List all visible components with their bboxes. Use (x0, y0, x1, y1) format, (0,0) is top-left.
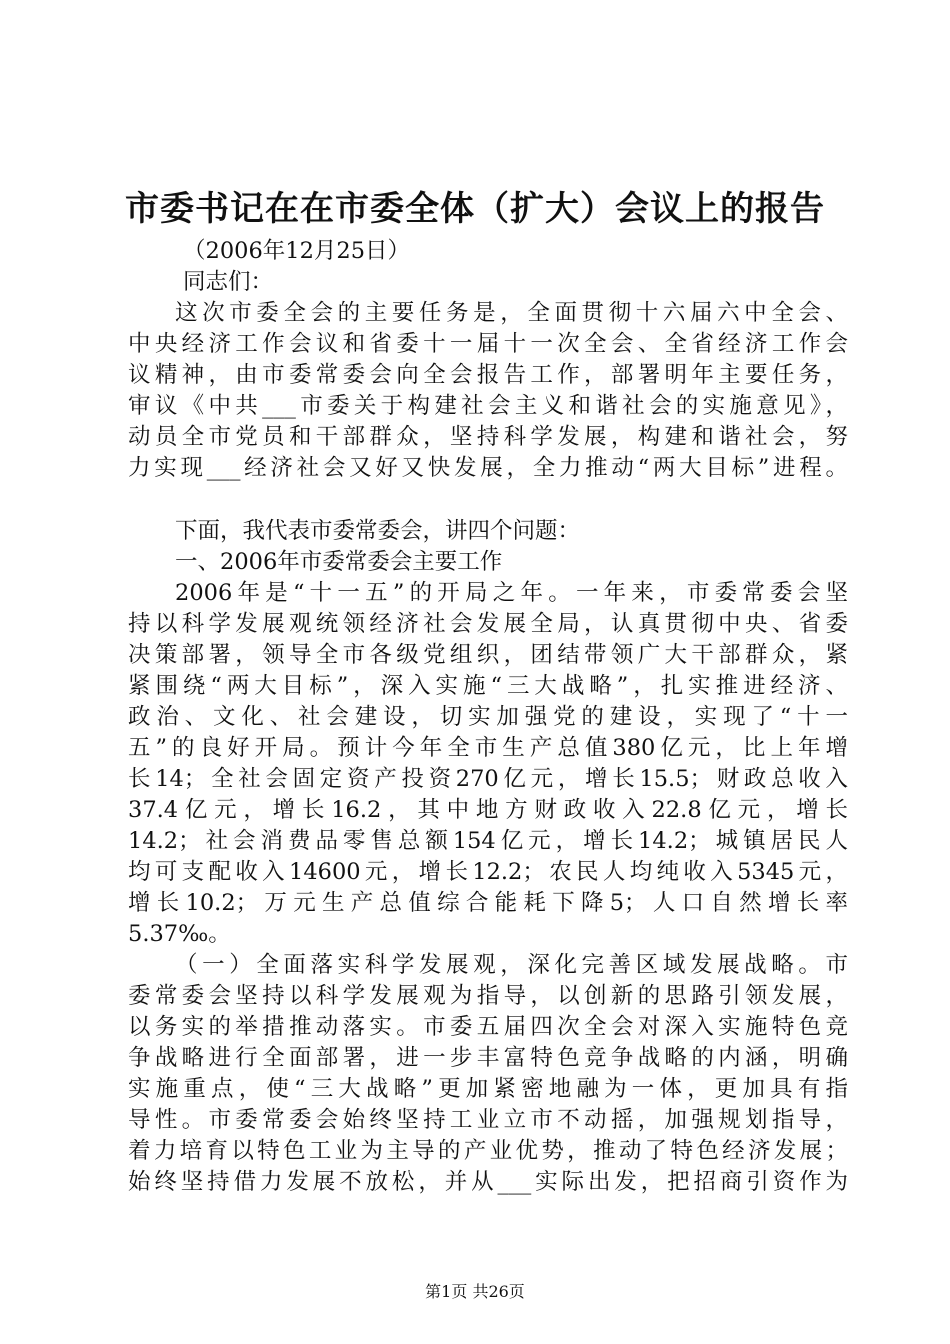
paragraph-2-line: 五”的良好开局。预计今年全市生产总值380亿元，比上年增 (128, 735, 848, 761)
document-body (128, 236, 848, 1198)
paragraph-3-line: 以务实的举措推动落实。市委五届四次全会对深入实施特色竞 (128, 1014, 848, 1040)
document-title: 市委书记在在市委全体（扩大）会议上的报告 (125, 189, 825, 229)
paragraph-2-line: 增长10.2；万元生产总值综合能耗下降5；人口自然增长率 (128, 890, 848, 916)
paragraph-3-line: 导性。市委常委会始终坚持工业立市不动摇，加强规划指导， (128, 1107, 848, 1133)
paragraph-2-line: 政治、文化、社会建设，切实加强党的建设，实现了“十一 (128, 704, 848, 730)
paragraph-3-line: 争战略进行全面部署，进一步丰富特色竞争战略的内涵，明确 (128, 1045, 848, 1071)
paragraph-2-line: 紧围绕“两大目标”，深入实施“三大战略”，扎实推进经济、 (128, 673, 848, 699)
paragraph-2-line: 5.37‰。 (128, 921, 231, 947)
paragraph-1-line: 这次市委全会的主要任务是，全面贯彻十六届六中全会、 (175, 300, 848, 326)
paragraph-1-line: 议精神，由市委常委会向全会报告工作，部署明年主要任务， (128, 362, 848, 388)
paragraph-2-line: 持以科学发展观统领经济社会发展全局，认真贯彻中央、省委 (128, 611, 848, 637)
intro-line: 下面，我代表市委常委会，讲四个问题： (175, 518, 581, 544)
paragraph-2-line: 长14；全社会固定资产投资270亿元，增长15.5；财政总收入 (128, 766, 848, 792)
paragraph-1-line: 动员全市党员和干部群众，坚持科学发展，构建和谐社会，努 (128, 424, 848, 450)
paragraph-3-line: （一）全面落实科学发展观，深化完善区域发展战略。市 (175, 952, 848, 978)
paragraph-3-line: 委常委会坚持以科学发展观为指导，以创新的思路引领发展， (128, 983, 848, 1009)
paragraph-1-line: 中央经济工作会议和省委十一届十一次全会、全省经济工作会 (128, 331, 848, 357)
paragraph-1-line: 力实现___经济社会又好又快发展，全力推动“两大目标”进程。 (128, 455, 848, 481)
paragraph-2-line: 均可支配收入14600元，增长12.2；农民人均纯收入5345元， (128, 859, 848, 885)
section-heading: 一、2006年市委常委会主要工作 (175, 549, 503, 575)
paragraph-1-line: 审议《中共___市委关于构建社会主义和谐社会的实施意见》， (128, 393, 848, 419)
date-line: （2006年12月25日） (183, 238, 411, 264)
page-footer: 第1页 共26页 (425, 1282, 525, 1301)
paragraph-3-line: 着力培育以特色工业为主导的产业优势，推动了特色经济发展； (128, 1138, 848, 1164)
paragraph-gap (128, 484, 848, 516)
paragraph-2-line: 14.2；社会消费品零售总额154亿元，增长14.2；城镇居民人 (128, 828, 848, 854)
paragraph-2-line: 37.4亿元，增长16.2，其中地方财政收入22.8亿元，增长 (128, 797, 848, 823)
greeting: 同志们： (183, 269, 274, 295)
paragraph-2-line: 2006年是“十一五”的开局之年。一年来，市委常委会坚 (175, 580, 848, 606)
paragraph-2-line: 决策部署，领导全市各级党组织，团结带领广大干部群众，紧 (128, 642, 848, 668)
paragraph-3-line: 始终坚持借力发展不放松，并从___实际出发，把招商引资作为 (128, 1169, 848, 1195)
paragraph-3-line: 实施重点，使“三大战略”更加紧密地融为一体，更加具有指 (128, 1076, 848, 1102)
